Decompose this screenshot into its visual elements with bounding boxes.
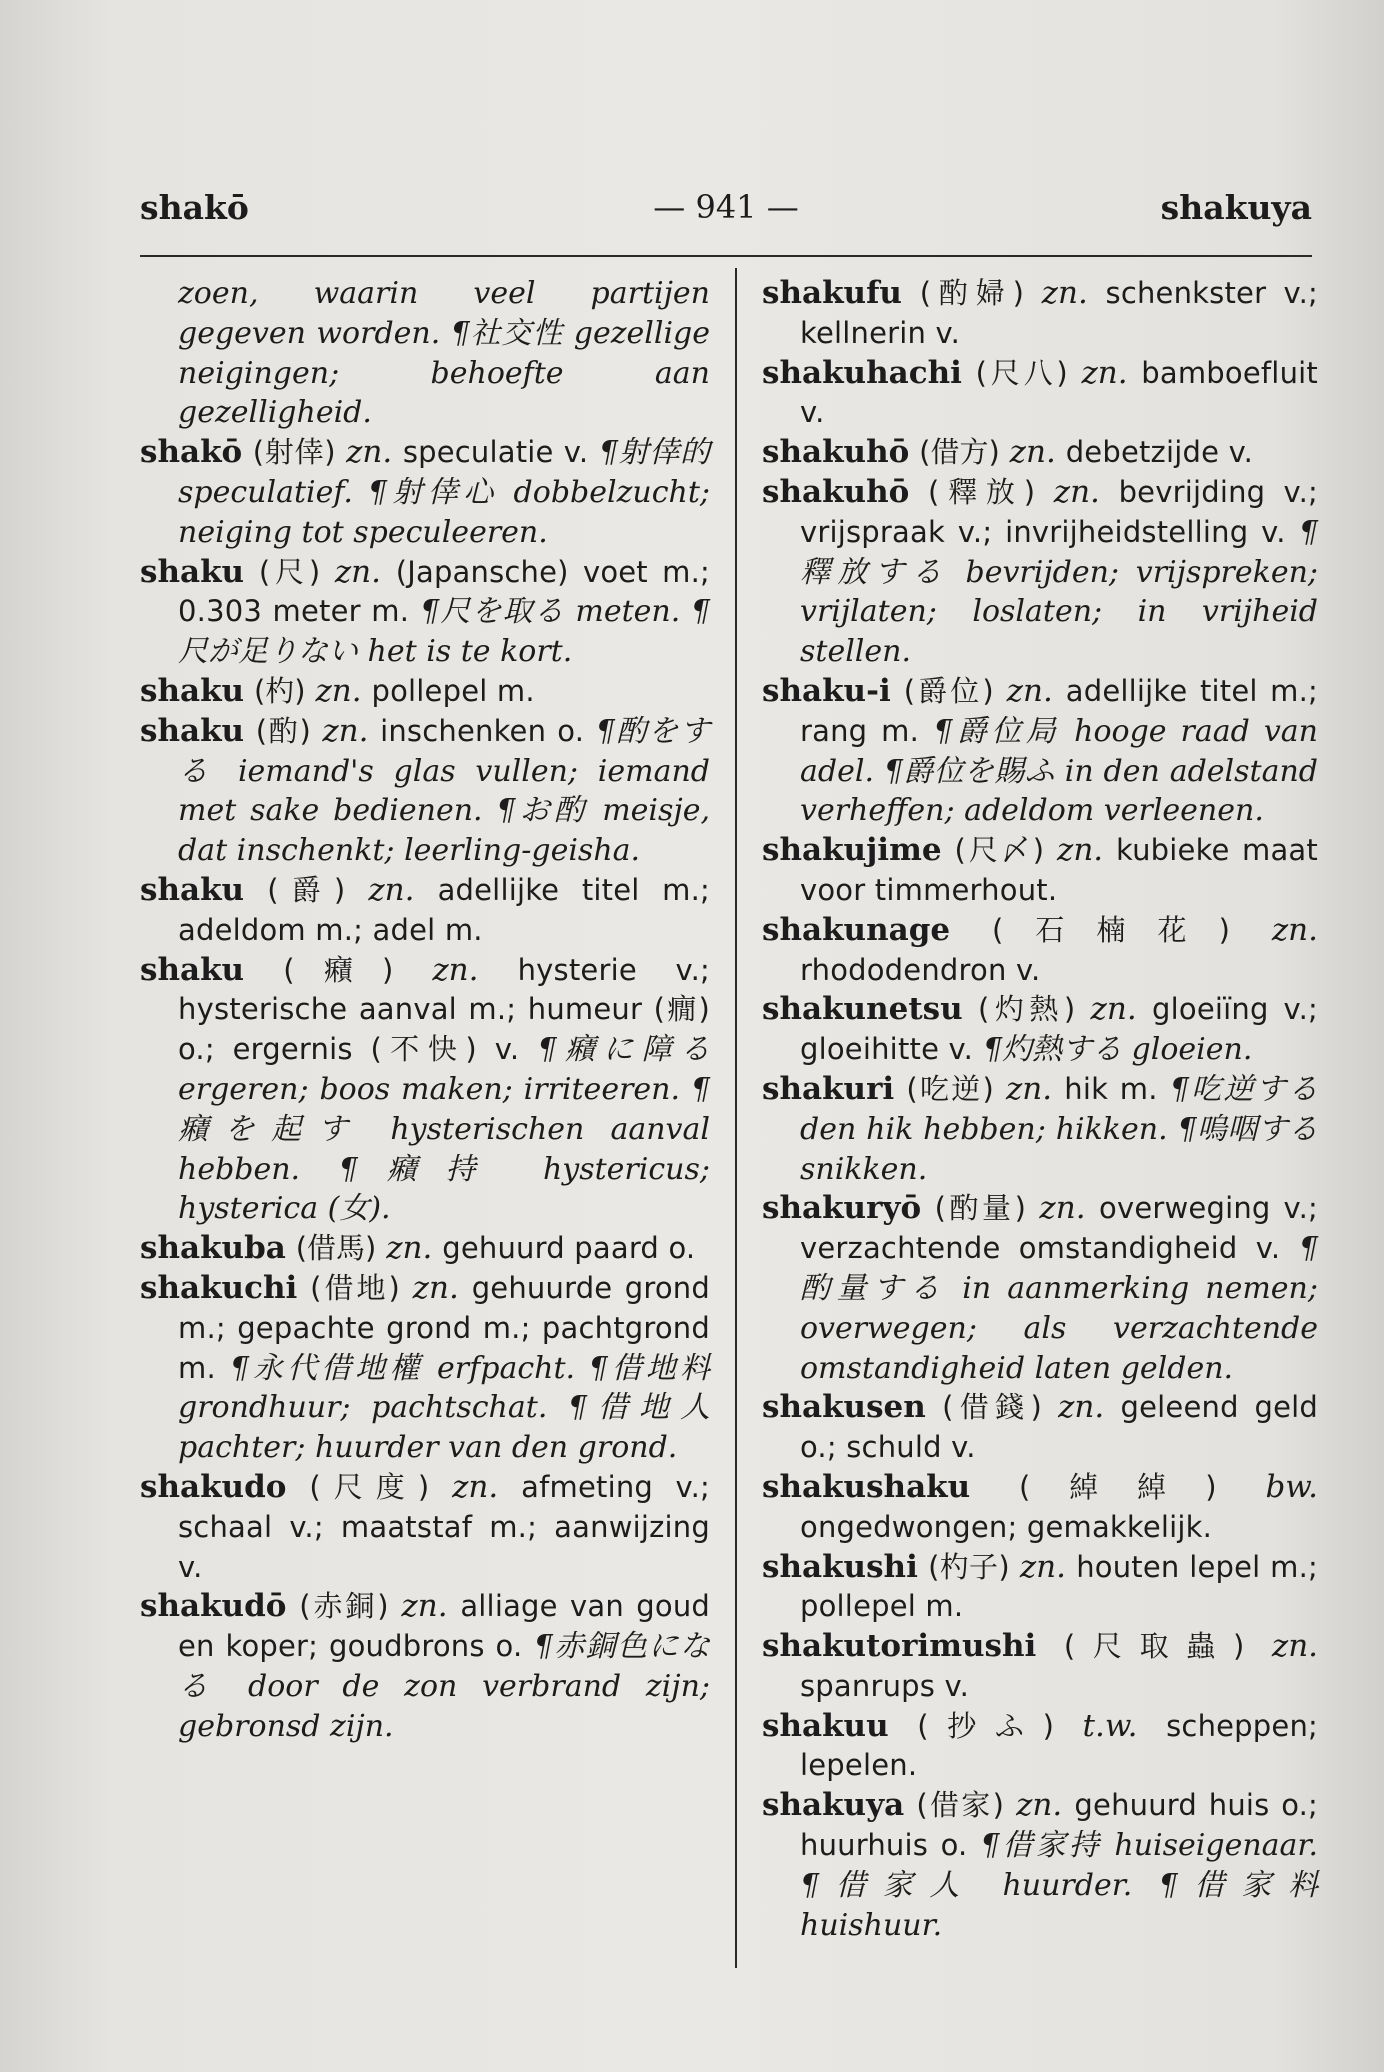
dictionary-entry [140,1468,710,1587]
entry-kanji: (吃逆) [906,1071,994,1106]
entry-definition: adellijke titel m.; adeldom m.; adel m. [178,872,711,947]
entry-kanji: (射倖) [252,435,336,470]
entry-grammar-label: zn. [368,871,415,908]
entry-grammar-label: zn. [1271,911,1318,948]
dictionary-entry [762,1627,1318,1707]
entry-headword: shakō [140,434,243,471]
dictionary-entry [762,274,1318,354]
entry-headword: shakuchi [140,1269,298,1306]
entry-headword: shaku-i [762,672,891,709]
right-column [762,274,1318,1945]
entry-headword: shakudo [140,1468,287,1505]
entry-grammar-label: zn. [1056,832,1104,869]
entry-grammar-label: zn. [315,672,362,709]
dictionary-entry [762,1189,1318,1388]
entry-grammar-label: zn. [1053,473,1100,510]
entry-kanji: (釋放) [927,474,1036,509]
entry-kanji: (爵位) [903,673,994,708]
entry-kanji: (尺度) [309,1469,430,1504]
entry-kanji: (赤銅) [299,1589,389,1624]
running-header [140,188,1312,238]
entry-grammar-label: zn. [334,553,381,590]
entry-definition: hysterie v.; hysterische aanval m.; humeur (癇) o.; ergernis (不快) v. [178,952,710,1067]
entry-headword: shaku [140,712,245,749]
entry-definition: bamboefluit v. [800,355,1318,430]
entry-example: ¶灼熱する gloeien. [982,1032,1253,1068]
left-column [140,274,710,1746]
entry-example: ¶吃逆する den hik hebben; hikken. ¶嗚咽する snikken. [800,1071,1319,1187]
entry-kanji: (抄ふ) [917,1708,1054,1743]
entry-grammar-label: bw. [1265,1468,1319,1505]
entry-grammar-label: zn. [1019,1548,1066,1585]
entry-kanji: (尺) [258,554,321,589]
entry-headword: shakufu [762,275,902,311]
entry-kanji: (爵) [267,872,346,907]
entry-definition: alliage van goud en koper; goudbrons o. [178,1589,711,1664]
dictionary-entry [762,1468,1318,1548]
entry-headword: shakuhachi [762,354,962,391]
entry-kanji: (酌量) [934,1191,1026,1226]
entry-kanji: (杓子) [928,1549,1010,1584]
entry-headword: shakuhō [762,473,910,510]
entry-definition: geleend geld o.; schuld v. [800,1390,1318,1465]
entry-headword: shakujime [762,832,942,869]
entry-grammar-label: zn. [1005,1070,1053,1107]
dictionary-entry [762,433,1318,473]
entry-definition: rhododendron v. [800,952,1041,987]
dictionary-entry [762,911,1318,991]
dictionary-entry [140,1269,710,1468]
dictionary-entry [140,274,710,433]
entry-definition: kubieke maat voor timmerhout. [800,833,1318,907]
entry-kanji: (借方) [919,435,1000,470]
entry-definition: scheppen; lepelen. [800,1708,1318,1783]
entry-definition: pollepel m. [371,673,535,708]
header-left-word: shakō [140,188,249,227]
column-divider [735,268,737,1968]
dictionary-entry [762,354,1318,434]
entry-definition: inschenken o. [380,713,585,748]
dictionary-entry [140,553,710,672]
entry-grammar-label: zn. [1058,1389,1105,1426]
entry-example: ¶癪に障る ergeren; boos maken; irriteeren. ¶癪を起す hysterischen aanval hebben. ¶癪持 hystericus; hysterica (女). [178,1032,710,1227]
dictionary-entry [140,712,710,871]
entry-headword: shakusen [762,1389,926,1426]
entry-grammar-label: zn. [452,1468,499,1505]
entry-grammar-label: zn. [1090,991,1137,1028]
entry-kanji: (酌婦) [919,276,1024,310]
entry-kanji: (綽綽) [1019,1469,1217,1504]
dictionary-entry [140,1229,710,1269]
dictionary-entry [762,1707,1318,1787]
entry-headword: shaku [140,672,245,709]
entry-grammar-label: zn. [432,951,479,988]
page-number: — 941 — [653,188,799,226]
dictionary-entry [762,1786,1318,1945]
header-right-word: shakuya [1160,188,1312,227]
entry-example: ¶赤銅色になる door de zon verbrand zijn; gebronsd zijn. [178,1629,710,1744]
entry-definition: (Japansche) voet m.; 0.303 meter m. [178,554,710,629]
dictionary-entry [762,473,1318,672]
entry-kanji: (借地) [310,1270,400,1305]
entry-headword: shakushaku [762,1468,971,1505]
entry-grammar-label: zn. [1271,1628,1319,1665]
entry-definition: spanrups v. [800,1668,970,1703]
entry-definition: houten lepel m.; pollepel m. [800,1549,1319,1624]
entry-grammar-label: zn. [1006,672,1053,709]
entry-headword: shaku [140,871,245,908]
entry-grammar-label: zn. [412,1269,459,1306]
dictionary-entry [140,672,710,712]
entry-kanji: (石楠花) [992,912,1230,947]
entry-headword: shaku [140,951,245,988]
entry-definition: bevrijding v.; vrijspraak v.; invrijheidstelling v. [800,474,1318,549]
entry-kanji: (借家) [916,1788,1004,1823]
entry-grammar-label: zn. [386,1230,433,1267]
entry-definition: afmeting v.; schaal v.; maatstaf m.; aanwijzing v. [178,1469,710,1584]
entry-grammar-label: zn. [1081,354,1128,391]
entry-grammar-label: zn. [1016,1787,1063,1824]
entry-headword: shakuryō [762,1190,922,1227]
entry-kanji: (杓) [253,673,306,708]
dictionary-entry [762,672,1318,831]
header-rule [140,255,1312,257]
entry-grammar-label: zn. [1009,434,1056,471]
dictionary-entry [762,990,1318,1070]
entry-grammar-label: zn. [322,712,369,749]
dictionary-entry [140,871,710,951]
entry-headword: shakutorimushi [762,1628,1037,1665]
entry-kanji: (尺八) [975,355,1068,390]
entry-definition: debetzijde v. [1065,435,1254,470]
entry-grammar-label: zn. [1039,1190,1086,1227]
entry-kanji: (尺〆) [954,833,1045,868]
dictionary-entry [140,1587,710,1746]
entry-headword: shakuri [762,1070,895,1107]
entry-definition: ongedwongen; gemakkelijk. [800,1509,1213,1544]
entry-definition: hik m. [1064,1071,1158,1106]
dictionary-entry [762,1070,1318,1189]
entry-example: ¶酌量する in aanmerking nemen; overwegen; als verzachtende omstandigheid laten gelden. [800,1231,1318,1386]
dictionary-entry [762,831,1318,911]
entry-example: ¶尺を取る meten. ¶尺が足りない het is te kort. [178,594,710,670]
dictionary-entry [140,951,710,1230]
entry-headword: shaku [140,553,245,590]
entry-example: zoen, waarin veel partijen gegeven worden. ¶社交性 gezellige neigingen; behoefte aan gezelligheid. [178,276,710,431]
entry-kanji: (酌) [255,713,311,748]
entry-definition: gehuurd huis o.; huurhuis o. [800,1788,1319,1863]
entry-kanji: (灼熱) [978,992,1076,1027]
entry-definition: speculatie v. [402,435,589,470]
entry-example: ¶釋放する bevrijden; vrijspreken; vrijlaten; loslaten; in vrijheid stellen. [800,514,1318,670]
entry-headword: shakuhō [762,434,910,471]
entry-definition: overweging v.; verzachtende omstandigheid v. [800,1191,1319,1266]
entry-example: ¶爵位局 hooge raad van adel. ¶爵位を賜ふ in den adelstand verheffen; adeldom verleenen. [800,713,1318,829]
entry-definition: schenkster v.; kellnerin v. [800,276,1318,350]
entry-headword: shakunage [762,911,951,948]
entry-definition: gehuurde grond m.; gepachte grond m.; pachtgrond m. [178,1270,710,1385]
entry-kanji: (尺取蟲) [1063,1629,1245,1664]
entry-definition: gehuurd paard o. [442,1231,696,1266]
entry-kanji: (借錢) [942,1390,1042,1425]
entry-example: ¶借家持 huiseigenaar. ¶借家人 huurder. ¶借家料 huishuur. [800,1828,1318,1943]
entry-definition: gloeiïng v.; gloeihitte v. [800,992,1318,1067]
dictionary-entry [762,1388,1318,1468]
entry-kanji: (借馬) [295,1231,377,1266]
entry-definition: adellijke titel m.; rang m. [800,673,1319,748]
entry-grammar-label: zn. [346,434,393,471]
entry-headword: shakuu [762,1707,889,1744]
entry-headword: shakuba [140,1230,286,1267]
entry-grammar-label: t.w. [1082,1707,1138,1744]
entry-headword: shakushi [762,1548,918,1585]
entry-headword: shakuya [762,1787,905,1824]
entry-headword: shakudō [140,1588,287,1625]
entry-grammar-label: zn. [401,1588,448,1625]
entry-grammar-label: zn. [1041,275,1088,311]
entry-kanji: (癪) [283,952,394,987]
entry-headword: shakunetsu [762,991,963,1028]
entry-example: ¶酌をする iemand's glas vullen; iemand met sake bedienen. ¶お酌 meisje, dat inschenkt; leerling-geisha. [178,713,710,869]
dictionary-entry [762,1548,1318,1628]
entry-example: ¶射倖的 speculatief. ¶射倖心 dobbelzucht; neiging tot speculeeren. [178,435,711,550]
dictionary-entry [140,433,710,552]
entry-example: ¶永代借地權 erfpacht. ¶借地料 grondhuur; pachtschat. ¶借地人 pachter; huurder van den grond. [178,1350,711,1466]
